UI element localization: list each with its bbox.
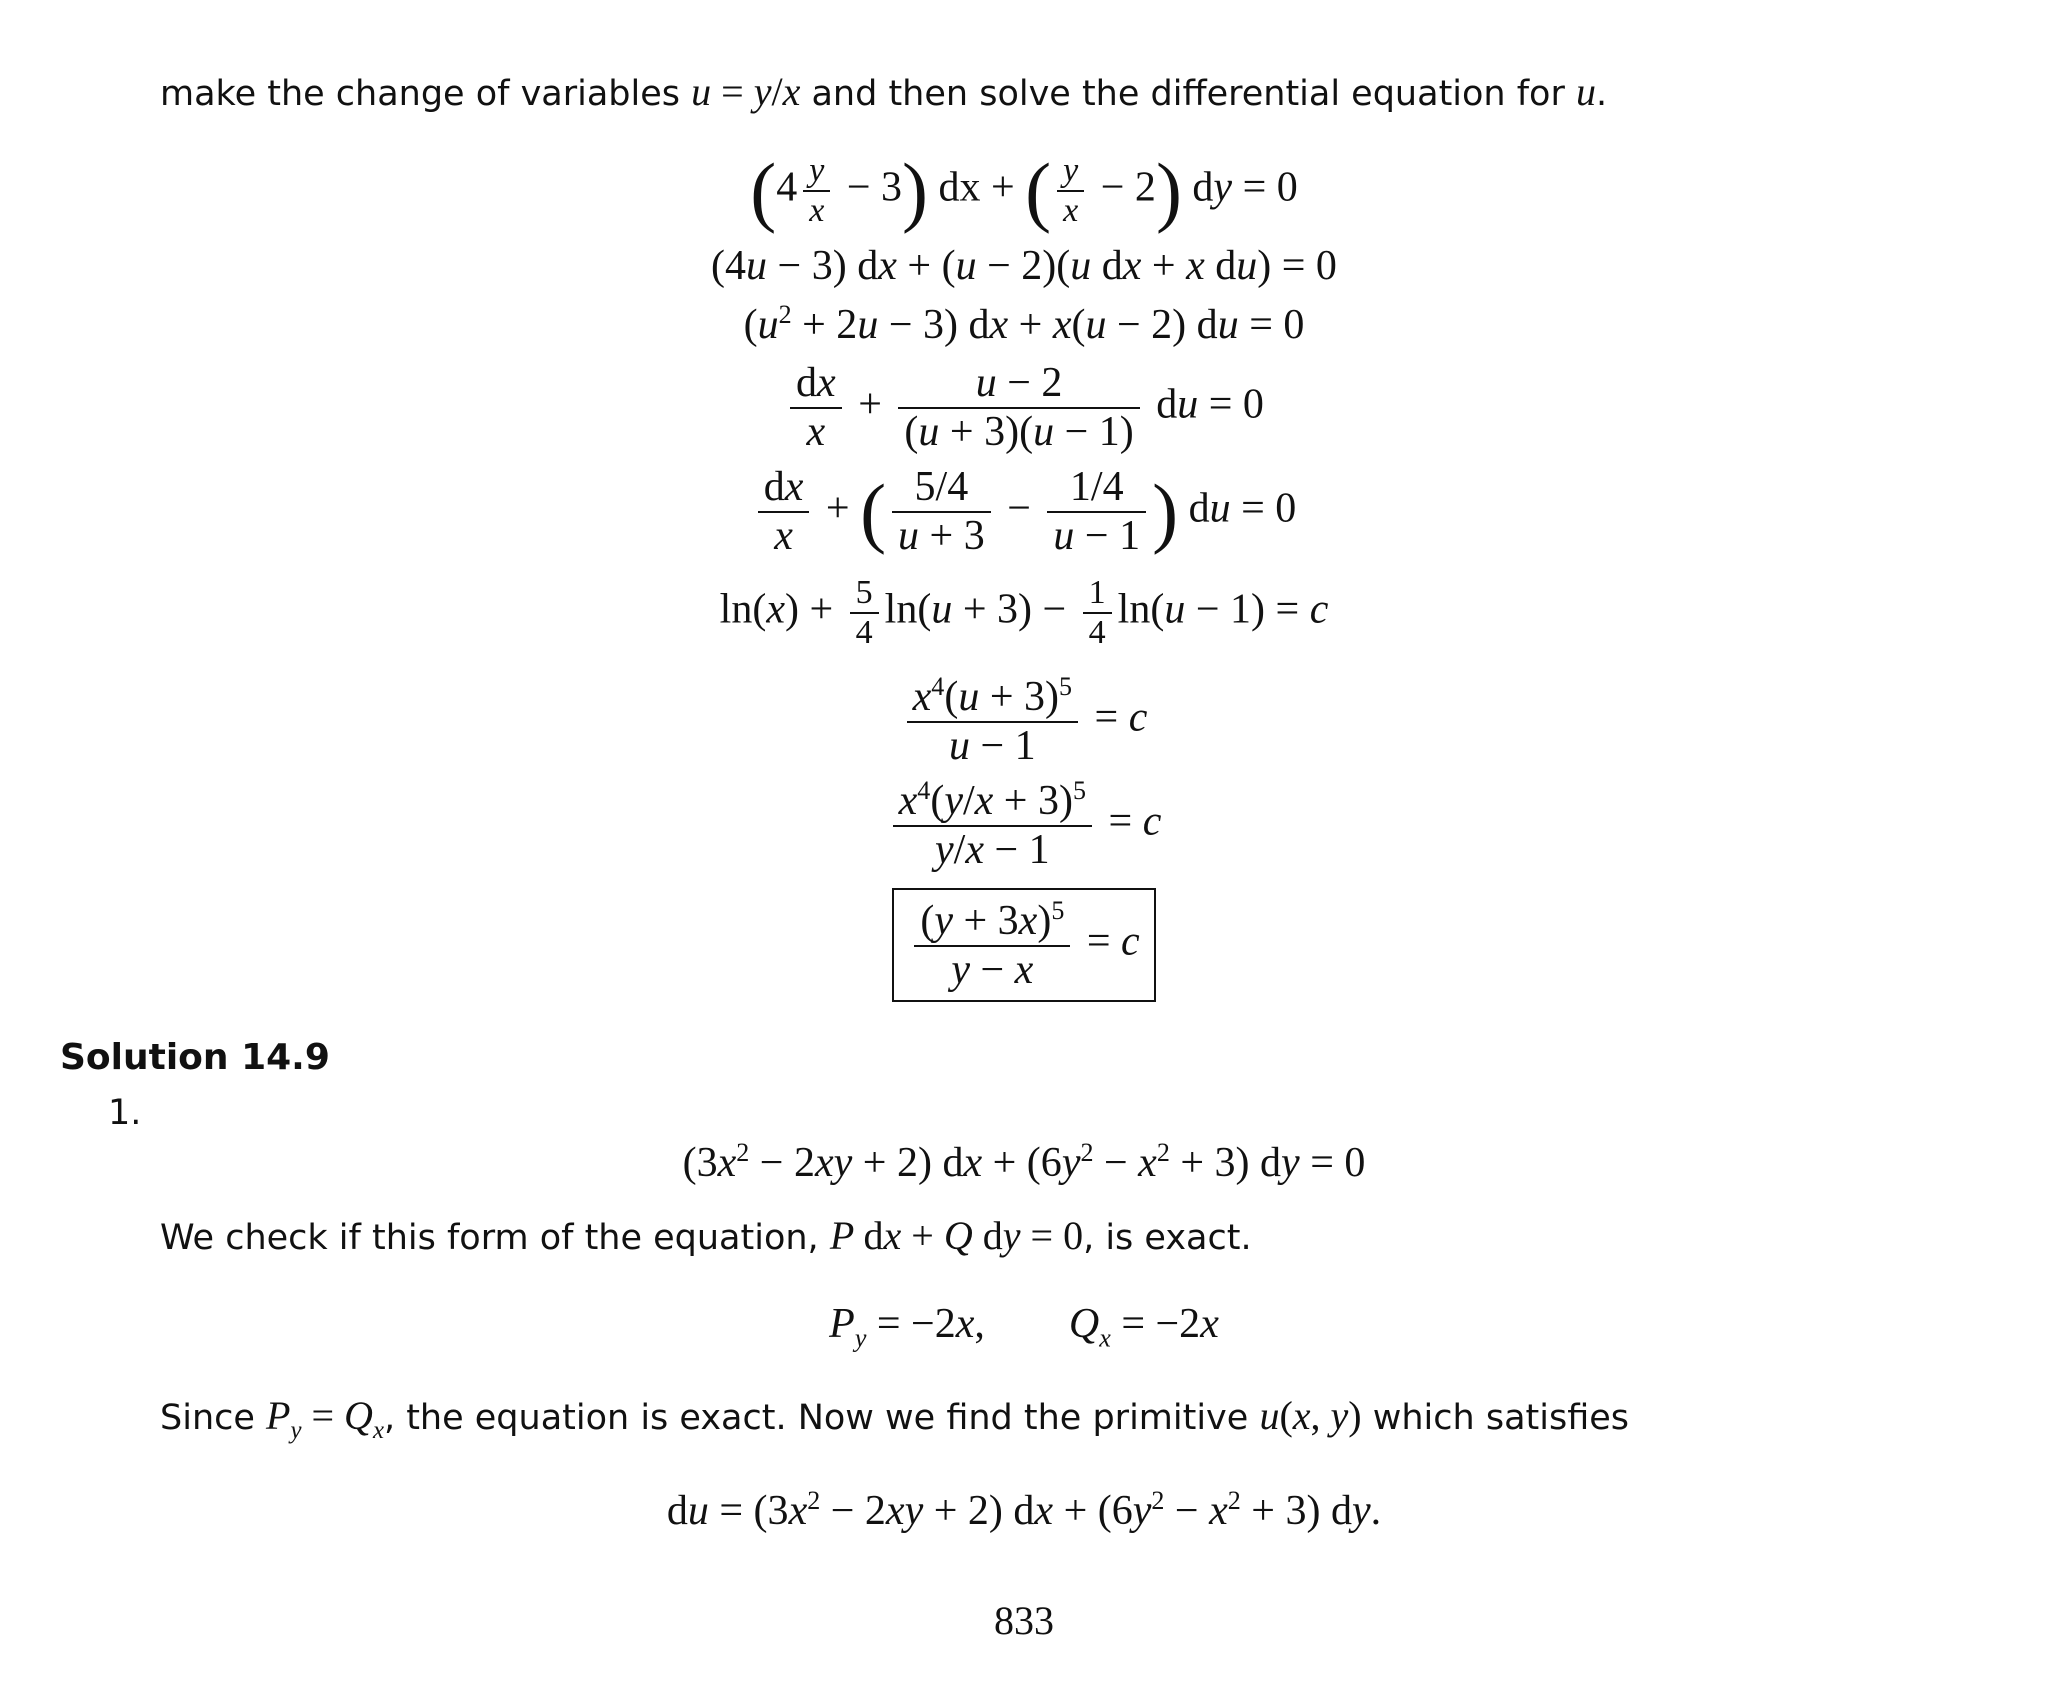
derivation-line-3: $(u^2 + 2u - 3)$ dx + x(u − 2) du = 0 [743, 300, 1305, 348]
exactness-check-sentence [160, 1212, 1252, 1259]
exactness-conclusion-sentence [160, 1392, 1629, 1445]
derivation-line-5: $\frac{dx}{x}$ + ( $\frac{5/4}{u + 3}$ − $\frac{1/4}{u - 1}$ ) du = 0 [0, 464, 2048, 560]
check-text-a: We check if this form of the equation, [160, 1218, 830, 1258]
check-math: P dx + Q dy = 0 [829, 1213, 1084, 1258]
since-math-b: u(x, y) [1259, 1393, 1362, 1438]
since-text-c: which satisfies [1361, 1398, 1630, 1438]
since-text-a: Since [160, 1398, 267, 1438]
check-text-b: , is exact. [1083, 1218, 1252, 1258]
since-math: $P_y = Q_x$ [266, 1393, 384, 1444]
intro-text-c: . [1595, 74, 1608, 114]
derivation-line-1: (4 $\frac{y}{x}$ − 3) dx + ( $\frac{y}{x}$ − 2) dy = 0 [750, 147, 1298, 234]
intro-text-b: and then solve the differential equation for [800, 74, 1576, 114]
intro-text-a: make the change of variables [160, 74, 692, 114]
since-text-b: , the equation is exact. Now we find the primitive [383, 1398, 1260, 1438]
derivation-line-4: $\frac{dx}{x}$ + $\frac{u - 2}{(u + 3)(u - 1)}$ du = 0 [0, 360, 2048, 456]
derivation-line-8: $\frac{x^4(y/x + 3)^5}{y/x - 1}$ = c [0, 776, 2048, 874]
solution-heading: Solution 14.9 [60, 1037, 330, 1078]
intro-math-u-equals: u = y/x [691, 69, 801, 114]
derivation-line-6: ln(x) + $\frac{5}{4}$ ln(u + 3) − $\frac{1}{4}$ ln(u − 1) = c [719, 574, 1329, 652]
solution-equation: $(3x^2 - 2xy + 2)$ dx + $(6y^2 - x^2 + 3)$ dy = 0 [682, 1138, 1366, 1186]
item-number: 1. [108, 1093, 142, 1133]
derivation-line-7: $\frac{x^4(u + 3)^5}{u - 1}$ = c [0, 672, 2048, 770]
page-number: 833 [994, 1598, 1054, 1643]
intro-sentence [160, 68, 1607, 115]
intro-math-u: u [1575, 69, 1596, 114]
partial-derivatives: $P_y = -2x$, $Q_x = -2x$ [829, 1301, 1219, 1353]
du-equation: du = $(3x^2 - 2xy + 2)$ dx + $(6y^2 - x^2 + 3)$ dy. [666, 1486, 1382, 1534]
derivation-line-9-boxed-result: $\frac{(y + 3x)^5}{y - x}$ = c [0, 888, 2048, 1002]
derivation-line-2: (4u − 3) dx + (u − 2)(u dx + x du) = 0 [711, 243, 1337, 289]
